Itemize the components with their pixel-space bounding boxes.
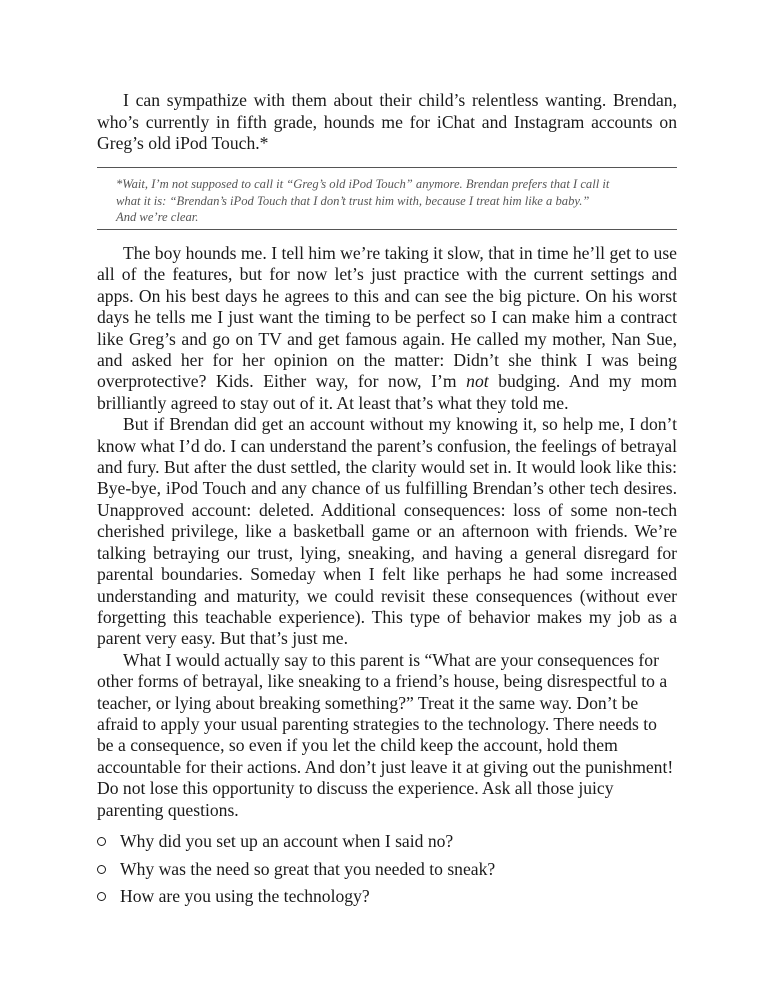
footnote-bottom-rule bbox=[97, 229, 677, 230]
paragraph-3: What I would actually say to this parent is “What are your consequences for other forms of betrayal, like sneaking to a friend’s house, being disrespectful to a teacher, or lying about breaking something?” Treat it the same way. Don’t be afraid to apply your usual parenting strategies to the technology. There needs to be a consequence, so even if you let the child keep the account, hold them accountable for their actions. And don’t just leave it at giving out the punishment! Do not lose this opportunity to discuss the experience. Ask all those juicy parenting questions. bbox=[97, 649, 674, 820]
intro-paragraph: I can sympathize with them about their child’s relentless wanting. Brendan, who’s currently in fifth grade, hounds me for iChat and Instagram accounts on Greg’s old iPod Touch.* bbox=[97, 90, 677, 153]
question-list bbox=[97, 828, 495, 911]
paragraph-1 bbox=[97, 243, 677, 414]
footnote-line-1: *Wait, I’m not supposed to call it “Greg’s old iPod Touch” anymore. Brendan prefers that I call it bbox=[116, 177, 610, 191]
list-item-text: Why was the need so great that you needed to sneak? bbox=[120, 858, 496, 879]
list-item bbox=[97, 856, 495, 884]
footnote-top-rule bbox=[97, 167, 677, 168]
body-text bbox=[97, 243, 677, 821]
hollow-circle-bullet-icon bbox=[97, 892, 106, 901]
list-item-text: How are you using the technology? bbox=[120, 886, 370, 907]
list-item bbox=[97, 883, 495, 911]
list-item bbox=[97, 828, 495, 856]
paragraph-1-emphasis: not bbox=[466, 371, 489, 392]
paragraph-1-text-b: budging. And my mom brilliantly agreed to stay out of it. At least that’s what they told me. bbox=[97, 371, 677, 413]
footnote bbox=[116, 176, 676, 226]
hollow-circle-bullet-icon bbox=[97, 865, 106, 874]
paragraph-2: But if Brendan did get an account without my knowing it, so help me, I don’t know what I’d do. I can understand the parent’s confusion, the feelings of betrayal and fury. But after the dust settled, the clarity would set in. It would look like this: Bye-bye, iPod Touch and any chance of us fulfilling Brendan’s other tech desires. Unapproved account: deleted. Additional consequences: loss of some non-tech cherished privilege, like a basketball game or an afternoon with friends. We’re talking betraying our trust, lying, sneaking, and having a general disregard for parental boundaries. Someday when I felt like perhaps he had some increased understanding and maturity, we could revisit these consequences (without ever forgetting this teachable experience). This type of behavior makes my job as a parent very easy. But that’s just me. bbox=[97, 414, 677, 649]
list-item-text: Why did you set up an account when I said no? bbox=[120, 831, 454, 852]
hollow-circle-bullet-icon bbox=[97, 837, 106, 846]
footnote-line-3: And we’re clear. bbox=[116, 210, 199, 224]
footnote-line-2: what it is: “Brendan’s iPod Touch that I don’t trust him with, because I treat him like a baby.” bbox=[116, 193, 590, 208]
paragraph-1-text-a: The boy hounds me. I tell him we’re taking it slow, that in time he’ll get to use all of the features, but for now let’s just practice with the current settings and apps. On his best days he agrees to this and can see the big picture. On his worst days he tells me I just want the timing to be perfect so I can make him a contract like Greg’s and go on TV and get famous again. He called my mother, Nan Sue, and asked her for her opinion on the matter: Didn’t she think I was being overprotective? Kids. Either way, for now, I’m bbox=[97, 243, 677, 392]
